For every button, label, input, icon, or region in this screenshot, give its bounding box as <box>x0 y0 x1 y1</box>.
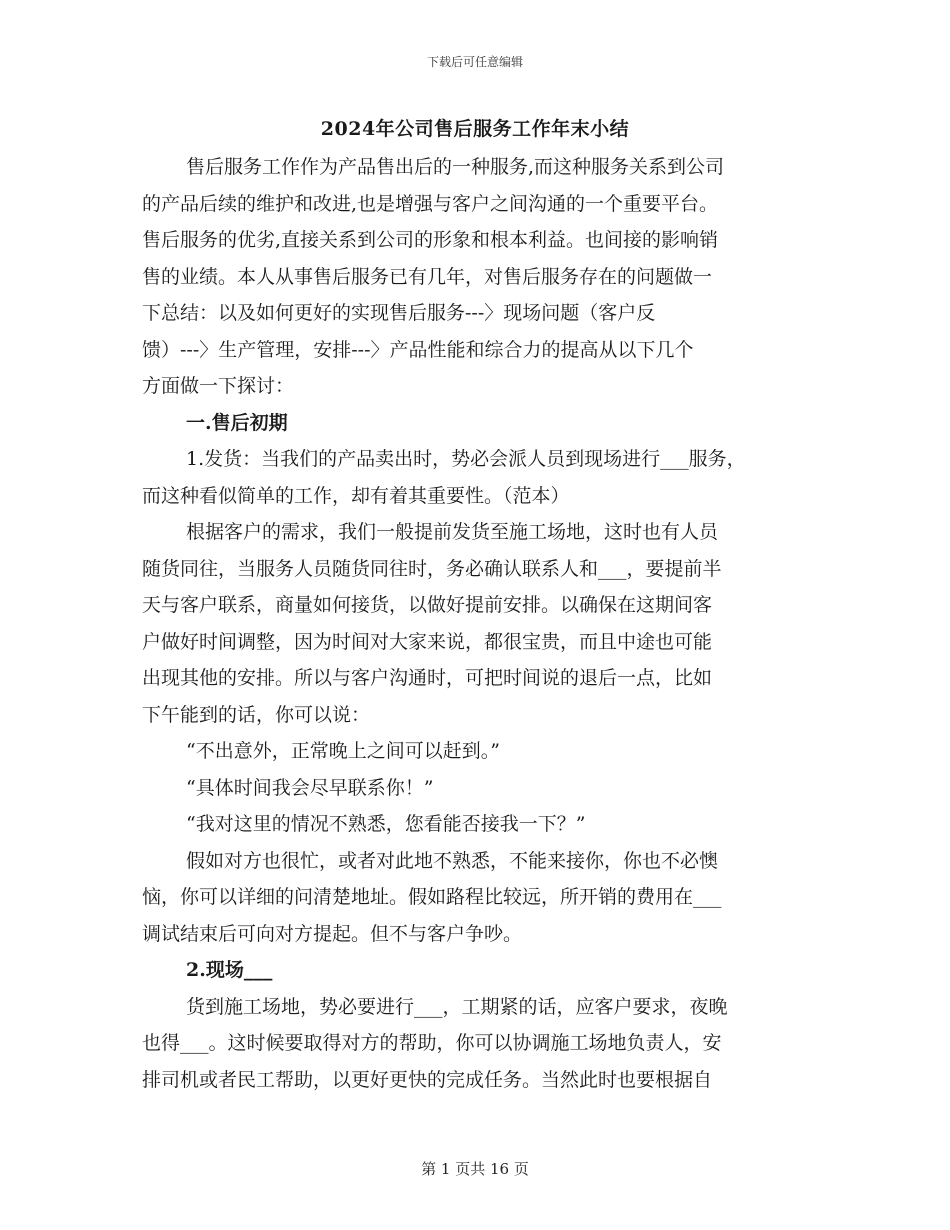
paragraph-line: 售后服务的优劣,直接关系到公司的形象和根本利益。也间接的影响销 <box>142 229 719 251</box>
paragraph-line: 下午能到的话，你可以说： <box>142 703 371 726</box>
paragraph-line: 调试结束后可向对方提起。但不与客户争吵。 <box>142 922 523 945</box>
document-title: 2024年公司售后服务工作年末小结 <box>320 118 630 140</box>
paragraph-line: 馈）---〉生产管理，安排---〉产品性能和综合力的提高从以下几个 <box>142 338 694 361</box>
quote-line: “我对这里的情况不熟悉，您看能否接我一下？” <box>186 813 586 835</box>
paragraph-line: 的产品后续的维护和改进,也是增强与客户之间沟通的一个重要平台。 <box>142 192 719 215</box>
paragraph-line: 售后服务工作作为产品售出后的一种服务,而这种服务关系到公司 <box>186 156 725 178</box>
section-heading: 一.售后初期 <box>186 411 288 434</box>
paragraph-line: 也得___。这时候要取得对方的帮助，你可以协调施工场地负责人，安 <box>142 1032 722 1054</box>
quote-line: “不出意外，正常晚上之间可以赶到。” <box>186 740 500 762</box>
paragraph-line: 1.发货：当我们的产品卖出时，势必会派人员到现场进行___服务， <box>186 448 746 470</box>
paragraph-line: 随货同往，当服务人员随货同往时，务必确认联系人和___，要提前半 <box>142 557 722 580</box>
paragraph-line: 排司机或者民工帮助，以更好更快的完成任务。当然此时也要根据自 <box>142 1068 713 1091</box>
paragraph-line: 出现其他的安排。所以与客户沟通时，可把时间说的退后一点，比如 <box>142 667 713 689</box>
section-heading: 2.现场___ <box>186 959 273 981</box>
paragraph-line: 户做好时间调整，因为时间对大家来说，都很宝贵，而且中途也可能 <box>142 630 713 653</box>
document-body <box>142 149 822 1098</box>
page-header: 下载后可任意编辑 <box>426 55 523 69</box>
paragraph-line: 售的业绩。本人从事售后服务已有几年，对售后服务存在的问题做一 <box>142 265 713 288</box>
paragraph-line: 恼，你可以详细的问清楚地址。假如路程比较远，所开销的费用在___ <box>142 886 722 908</box>
paragraph-line: 货到施工场地，势必要进行___，工期紧的话，应客户要求，夜晚 <box>186 995 728 1018</box>
page-footer: 第 1 页共 16 页 <box>421 1160 529 1178</box>
paragraph-line: 而这种看似简单的工作，却有着其重要性。（范本） <box>142 484 570 507</box>
paragraph-line: 下总结：以及如何更好的实现售后服务---〉现场问题（客户反 <box>142 302 656 324</box>
paragraph-line: 假如对方也很忙，或者对此地不熟悉，不能来接你，你也不必懊 <box>186 849 719 872</box>
paragraph-line: 根据客户的需求，我们一般提前发货至施工场地，这时也有人员 <box>186 521 719 543</box>
paragraph-line: 方面做一下探讨： <box>142 375 295 397</box>
quote-line: “具体时间我会尽早联系你！” <box>186 776 434 799</box>
paragraph-line: 天与客户联系，商量如何接货，以做好提前安排。以确保在这期间客 <box>142 594 713 616</box>
